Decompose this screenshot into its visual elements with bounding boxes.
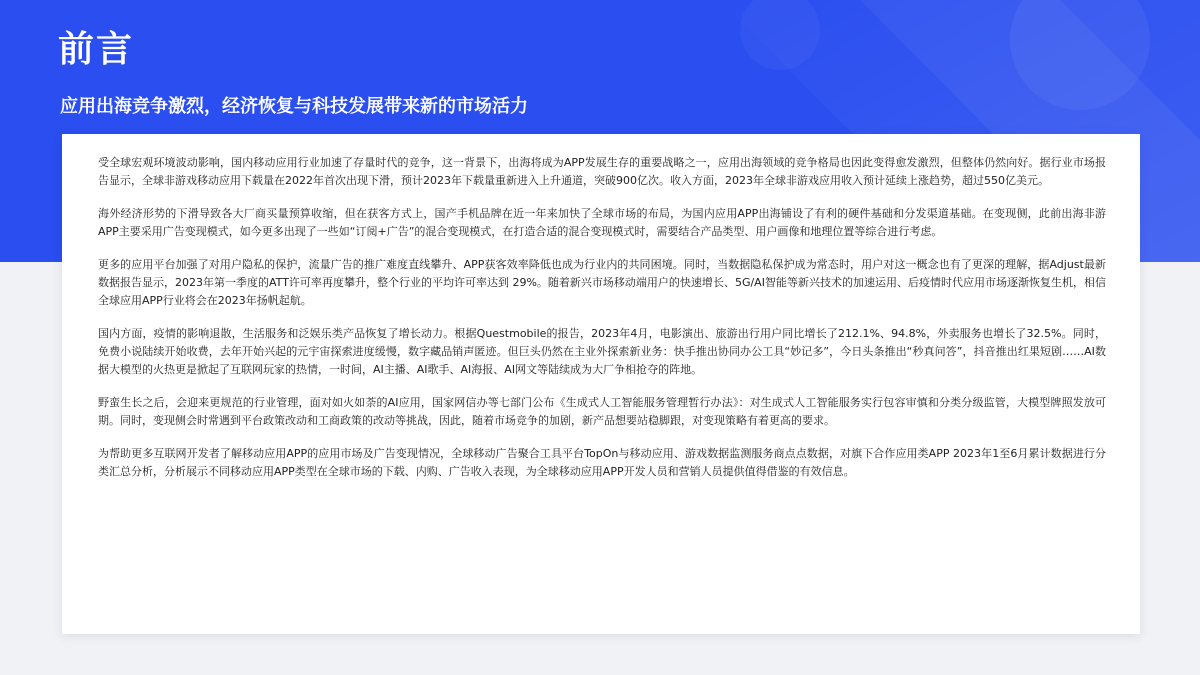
page-subtitle: 应用出海竞争激烈，经济恢复与科技发展带来新的市场活力 [60, 96, 528, 117]
content-card [62, 134, 1140, 634]
paragraph-4: 国内方面，疫情的影响退散，生活服务和泛娱乐类产品恢复了增长动力。根据Questmobile的报告，2023年4月，电影演出、旅游出行用户同比增长了212.1%、94.8%，外卖服务也增长了32.5%。同时，免费小说陆续开始收费，去年开始兴起的元宇宙探索进度缓慢，数字藏品销声匿迹。但巨头仍然在主业外探索新业务：快手推出协同办公工具“妙记多”，今日头条推出“秒真问答”，抖音推出红果短剧……AI数据大模型的火热更是掀起了互联网玩家的热情，一时间，AI主播、AI歌手、AI海报、AI网文等陆续成为大厂争相抢夺的阵地。 [98, 327, 1106, 376]
paragraph-2: 海外经济形势的下滑导致各大厂商买量预算收缩，但在获客方式上，国产手机品牌在近一年来加快了全球市场的布局，为国内应用APP出海铺设了有利的硬件基础和分发渠道基础。在变现侧，此前出海非游APP主要采用广告变现模式，如今更多出现了一些如“订阅+广告”的混合变现模式，在打造合适的混合变现模式时，需要结合产品类型、用户画像和地理位置等综合进行考虑。 [98, 207, 1106, 238]
paragraph-3: 更多的应用平台加强了对用户隐私的保护，流量广告的推广难度直线攀升、APP获客效率降低也成为行业内的共同困境。同时，当数据隐私保护成为常态时，用户对这一概念也有了更深的理解，据Adjust最新数据报告显示，2023年第一季度的ATT许可率再度攀升，整个行业的平均许可率达到 29%。随着新兴市场移动端用户的快速增长、5G/AI智能等新兴技术的加速运用、后疫情时代应用市场逐渐恢复生机，相信全球应用APP行业将会在2023年扬帆起航。 [98, 258, 1106, 307]
page-title: 前言 [58, 29, 135, 70]
paragraph-6: 为帮助更多互联网开发者了解移动应用APP的应用市场及广告变现情况，全球移动广告聚合工具平台TopOn与移动应用、游戏数据监测服务商点点数据，对旗下合作应用类APP 2023年1至6月累计数据进行分类汇总分析，分析展示不同移动应用APP类型在全球市场的下载、内购、广告收入表现，为全球移动应用APP开发人员和营销人员提供值得借鉴的有效信息。 [98, 447, 1106, 478]
paragraph-5: 野蛮生长之后，会迎来更规范的行业管理，面对如火如荼的AI应用，国家网信办等七部门公布《生成式人工智能服务管理暂行办法》：对生成式人工智能服务实行包容审慎和分类分级监管，大模型牌照发放可期。同时，变现侧会时常遇到平台政策改动和工商政策的改动等挑战，因此，随着市场竞争的加剧，新产品想要站稳脚跟，对变现策略有着更高的要求。 [98, 396, 1106, 427]
paragraph-1: 受全球宏观环境波动影响，国内移动应用行业加速了存量时代的竞争，这一背景下，出海将成为APP发展生存的重要战略之一，应用出海领域的竞争格局也因此变得愈发激烈，但整体仍然向好。据行业市场报告显示，全球非游戏移动应用下载量在2022年首次出现下滑，预计2023年下载量重新进入上升通道，突破900亿次。收入方面，2023年全球非游戏应用收入预计延续上涨趋势，超过550亿美元。 [98, 156, 1106, 187]
